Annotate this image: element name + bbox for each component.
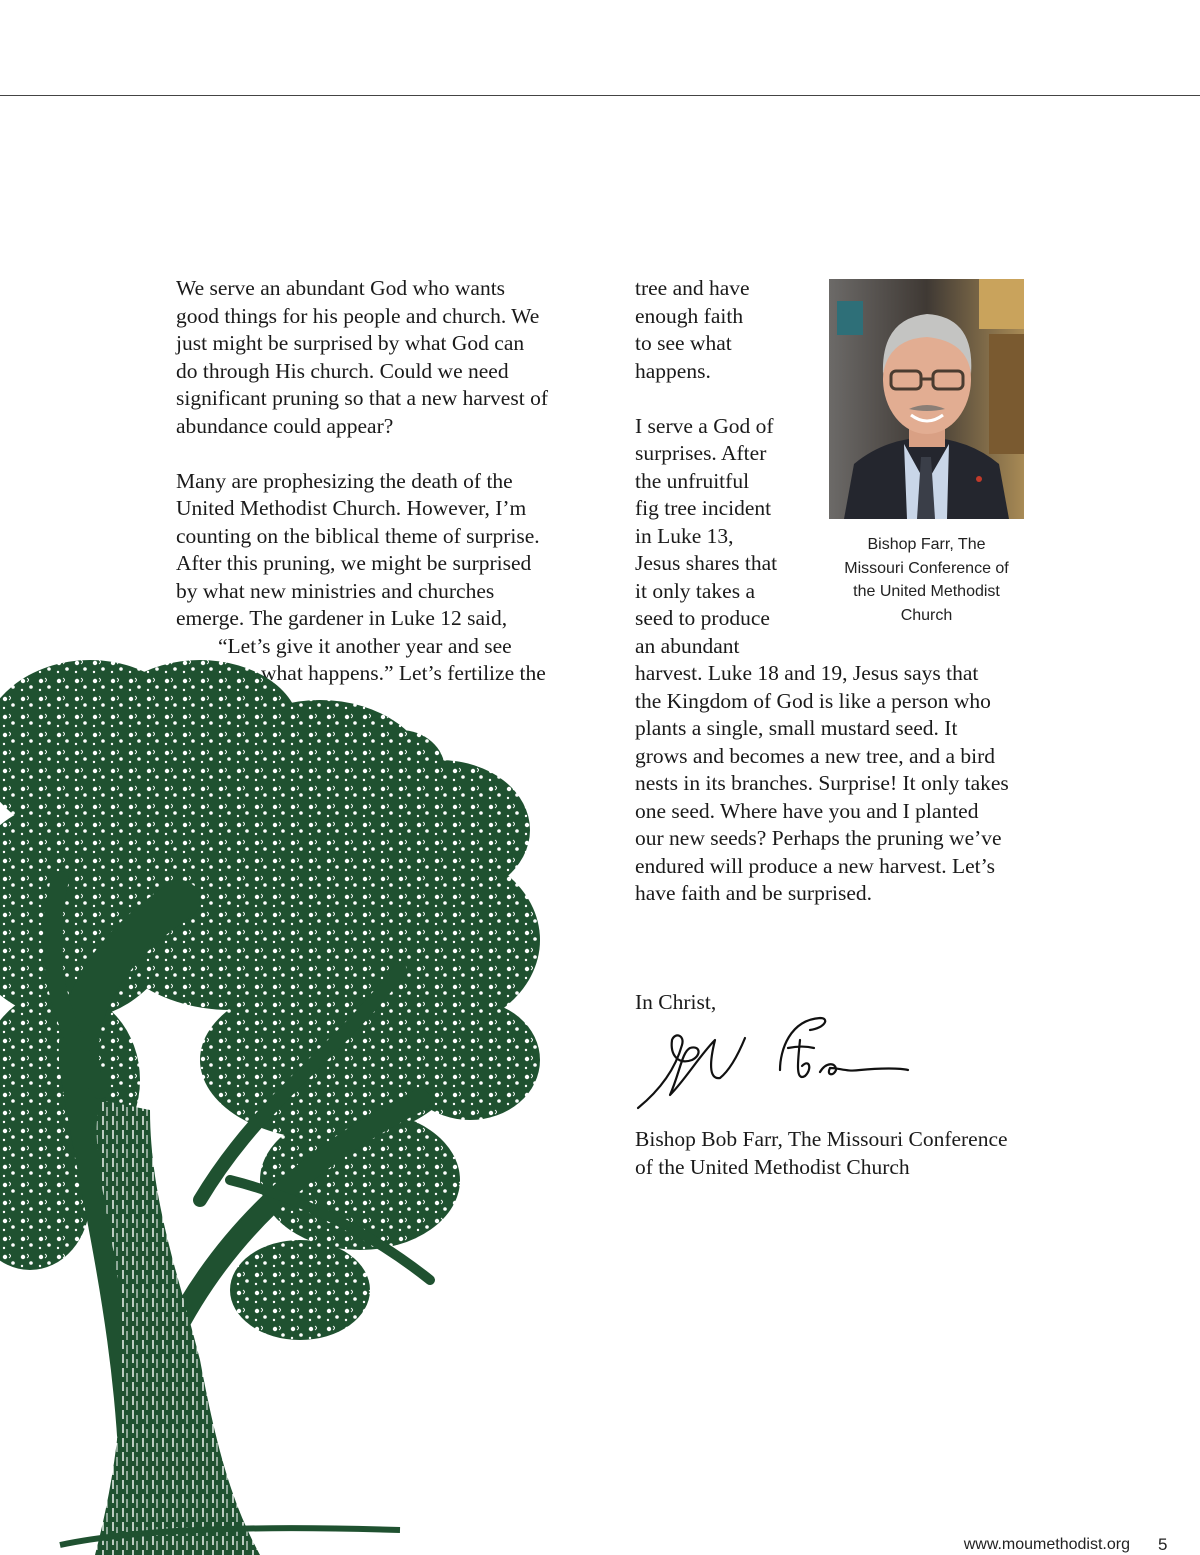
- text-line: emerge. The gardener in Luke 12 said,: [176, 606, 508, 630]
- text-line: abundance could appear?: [176, 413, 394, 438]
- text-line: an abundant: [635, 633, 740, 658]
- text-line: After this pruning, we might be surprised: [176, 551, 532, 575]
- text-line: of the United Methodist Church: [635, 1154, 910, 1179]
- text-line: good things for his people and church. We: [176, 303, 540, 328]
- tree-illustration: [0, 640, 560, 1555]
- caption-line: Church: [900, 606, 953, 624]
- photo-caption: [829, 533, 1024, 627]
- text-line: I serve a God of: [635, 413, 774, 438]
- text-line: grows and becomes a new tree, and a bird: [635, 743, 995, 768]
- page-number: 5: [1158, 1535, 1168, 1554]
- caption-line: Missouri Conference of: [844, 559, 1009, 577]
- text-line: in Luke 13,: [635, 523, 734, 548]
- text-line: Bishop Bob Farr, The Missouri Conference: [635, 1127, 1008, 1151]
- text-line: “Let’s give it another year and see: [218, 633, 512, 658]
- text-line: one seed. Where have you and I planted: [635, 798, 979, 823]
- text-line: harvest. Luke 18 and 19, Jesus says that: [635, 661, 979, 685]
- caption-line: Bishop Farr, The: [867, 536, 986, 553]
- caption-line: the United Methodist: [853, 583, 1000, 600]
- text-line: just might be surprised by what God can: [176, 331, 525, 355]
- text-line: endured will produce a new harvest. Let’s: [635, 853, 995, 878]
- text-line: Jesus shares that: [635, 551, 778, 575]
- text-line: the Kingdom of God is like a person who: [635, 688, 991, 713]
- text-line: by what new ministries and churches: [176, 578, 495, 603]
- text-line: fig tree incident: [635, 496, 772, 520]
- text-line: our new seeds? Perhaps the pruning we’ve: [635, 826, 1002, 850]
- text-line: it only takes a: [635, 578, 756, 603]
- top-rule: [0, 95, 1200, 96]
- text-line: seed to produce: [635, 606, 770, 630]
- signature: [630, 1010, 920, 1120]
- closing: In Christ,: [635, 990, 717, 1014]
- footer-url[interactable]: www.moumethodist.org: [963, 1536, 1130, 1553]
- bishop-photo: [829, 279, 1024, 519]
- text-line: do through His church. Could we need: [176, 358, 509, 383]
- text-line: plants a single, small mustard seed. It: [635, 716, 958, 740]
- text-line: Many are prophesizing the death of the: [176, 468, 513, 493]
- text-line: what happens.” Let’s fertilize the: [261, 661, 546, 685]
- text-line: counting on the biblical theme of surprise.: [176, 523, 540, 548]
- text-line: tree and have: [635, 276, 750, 300]
- text-line: to see what: [635, 331, 732, 355]
- text-line: have faith and be surprised.: [635, 881, 873, 905]
- text-line: enough faith: [635, 303, 744, 328]
- text-line: We serve an abundant God who wants: [176, 276, 506, 300]
- text-line: surprises. After: [635, 441, 767, 465]
- text-line: the unfruitful: [635, 468, 750, 493]
- text-line: United Methodist Church. However, I’m: [176, 496, 527, 520]
- text-line: nests in its branches. Surprise! It only takes: [635, 771, 1009, 795]
- text-line: happens.: [635, 358, 711, 383]
- text-line: significant pruning so that a new harvest of: [176, 386, 548, 410]
